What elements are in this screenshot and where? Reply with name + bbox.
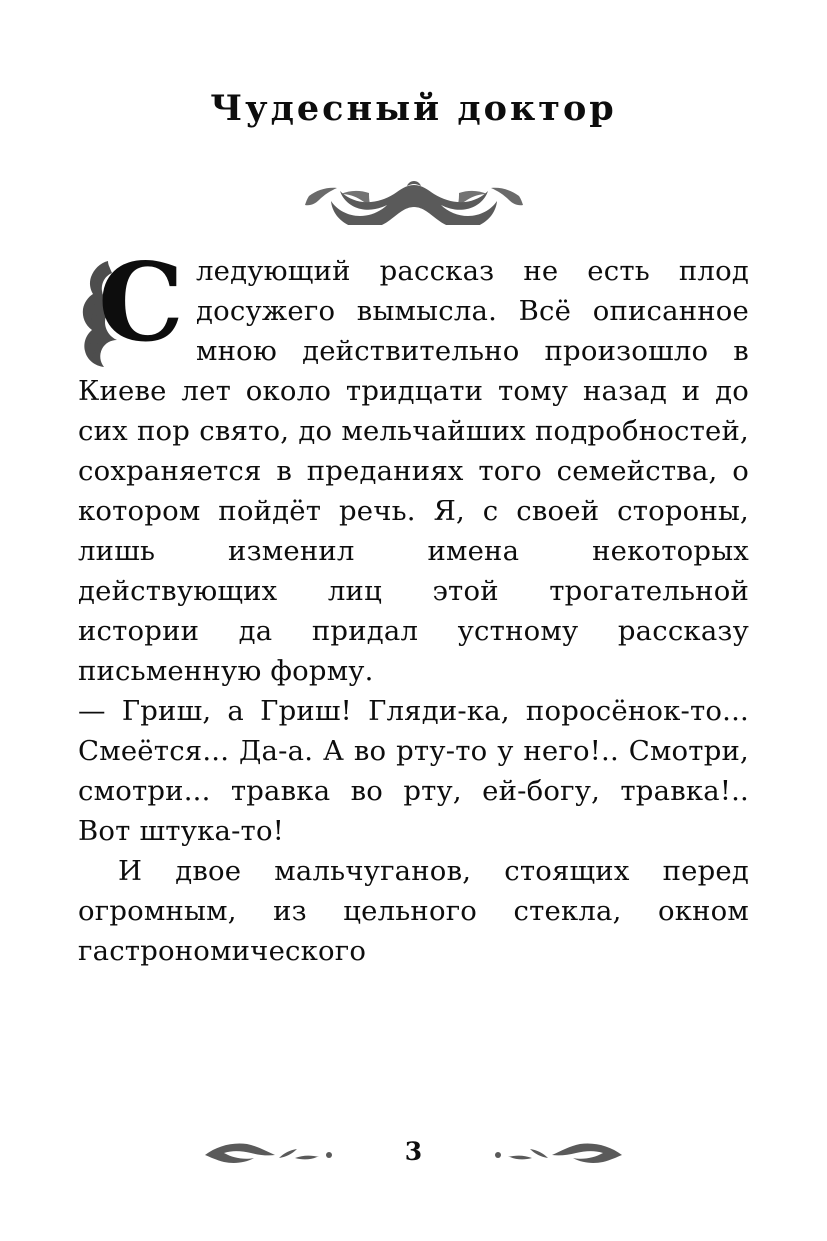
first-paragraph-block — [78, 240, 749, 691]
paragraph-3: И двое мальчуганов, стоящих перед огромным, из цельного стекла, окном гастрономического — [78, 855, 749, 967]
leaf-flourish-ornament-left — [201, 1135, 391, 1169]
paragraph-1: ледующий рассказ не есть плод досужего вымысла. Всё описанное мною действительно произошло в Киеве лет около тридцати тому назад и до сих пор свято, до мельчайших подробностей, сохраняется в преданиях того семейства, о котором пойдёт речь. Я, с своей стороны, лишь изменил имена некоторых действующих лиц этой трогательной истории да придал устному рассказу письменную форму. — [78, 255, 749, 687]
dropcap-letter: С — [98, 240, 184, 366]
leaf-flourish-ornament-right — [436, 1135, 626, 1169]
floral-divider-ornament — [78, 163, 749, 225]
page-number: 3 — [404, 1136, 423, 1166]
page-title: Чудесный доктор — [210, 88, 617, 129]
paragraph-2: — Гриш, а Гриш! Гляди-ка, поросёнок-то... Смеётся... Да-а. А во рту-то у него!.. Смотри, смотри... травка во рту, ей-богу, травка!.. Вот штука-то! — [78, 695, 749, 847]
page-footer — [0, 1135, 827, 1169]
decorative-dropcap-ornament — [72, 240, 190, 366]
